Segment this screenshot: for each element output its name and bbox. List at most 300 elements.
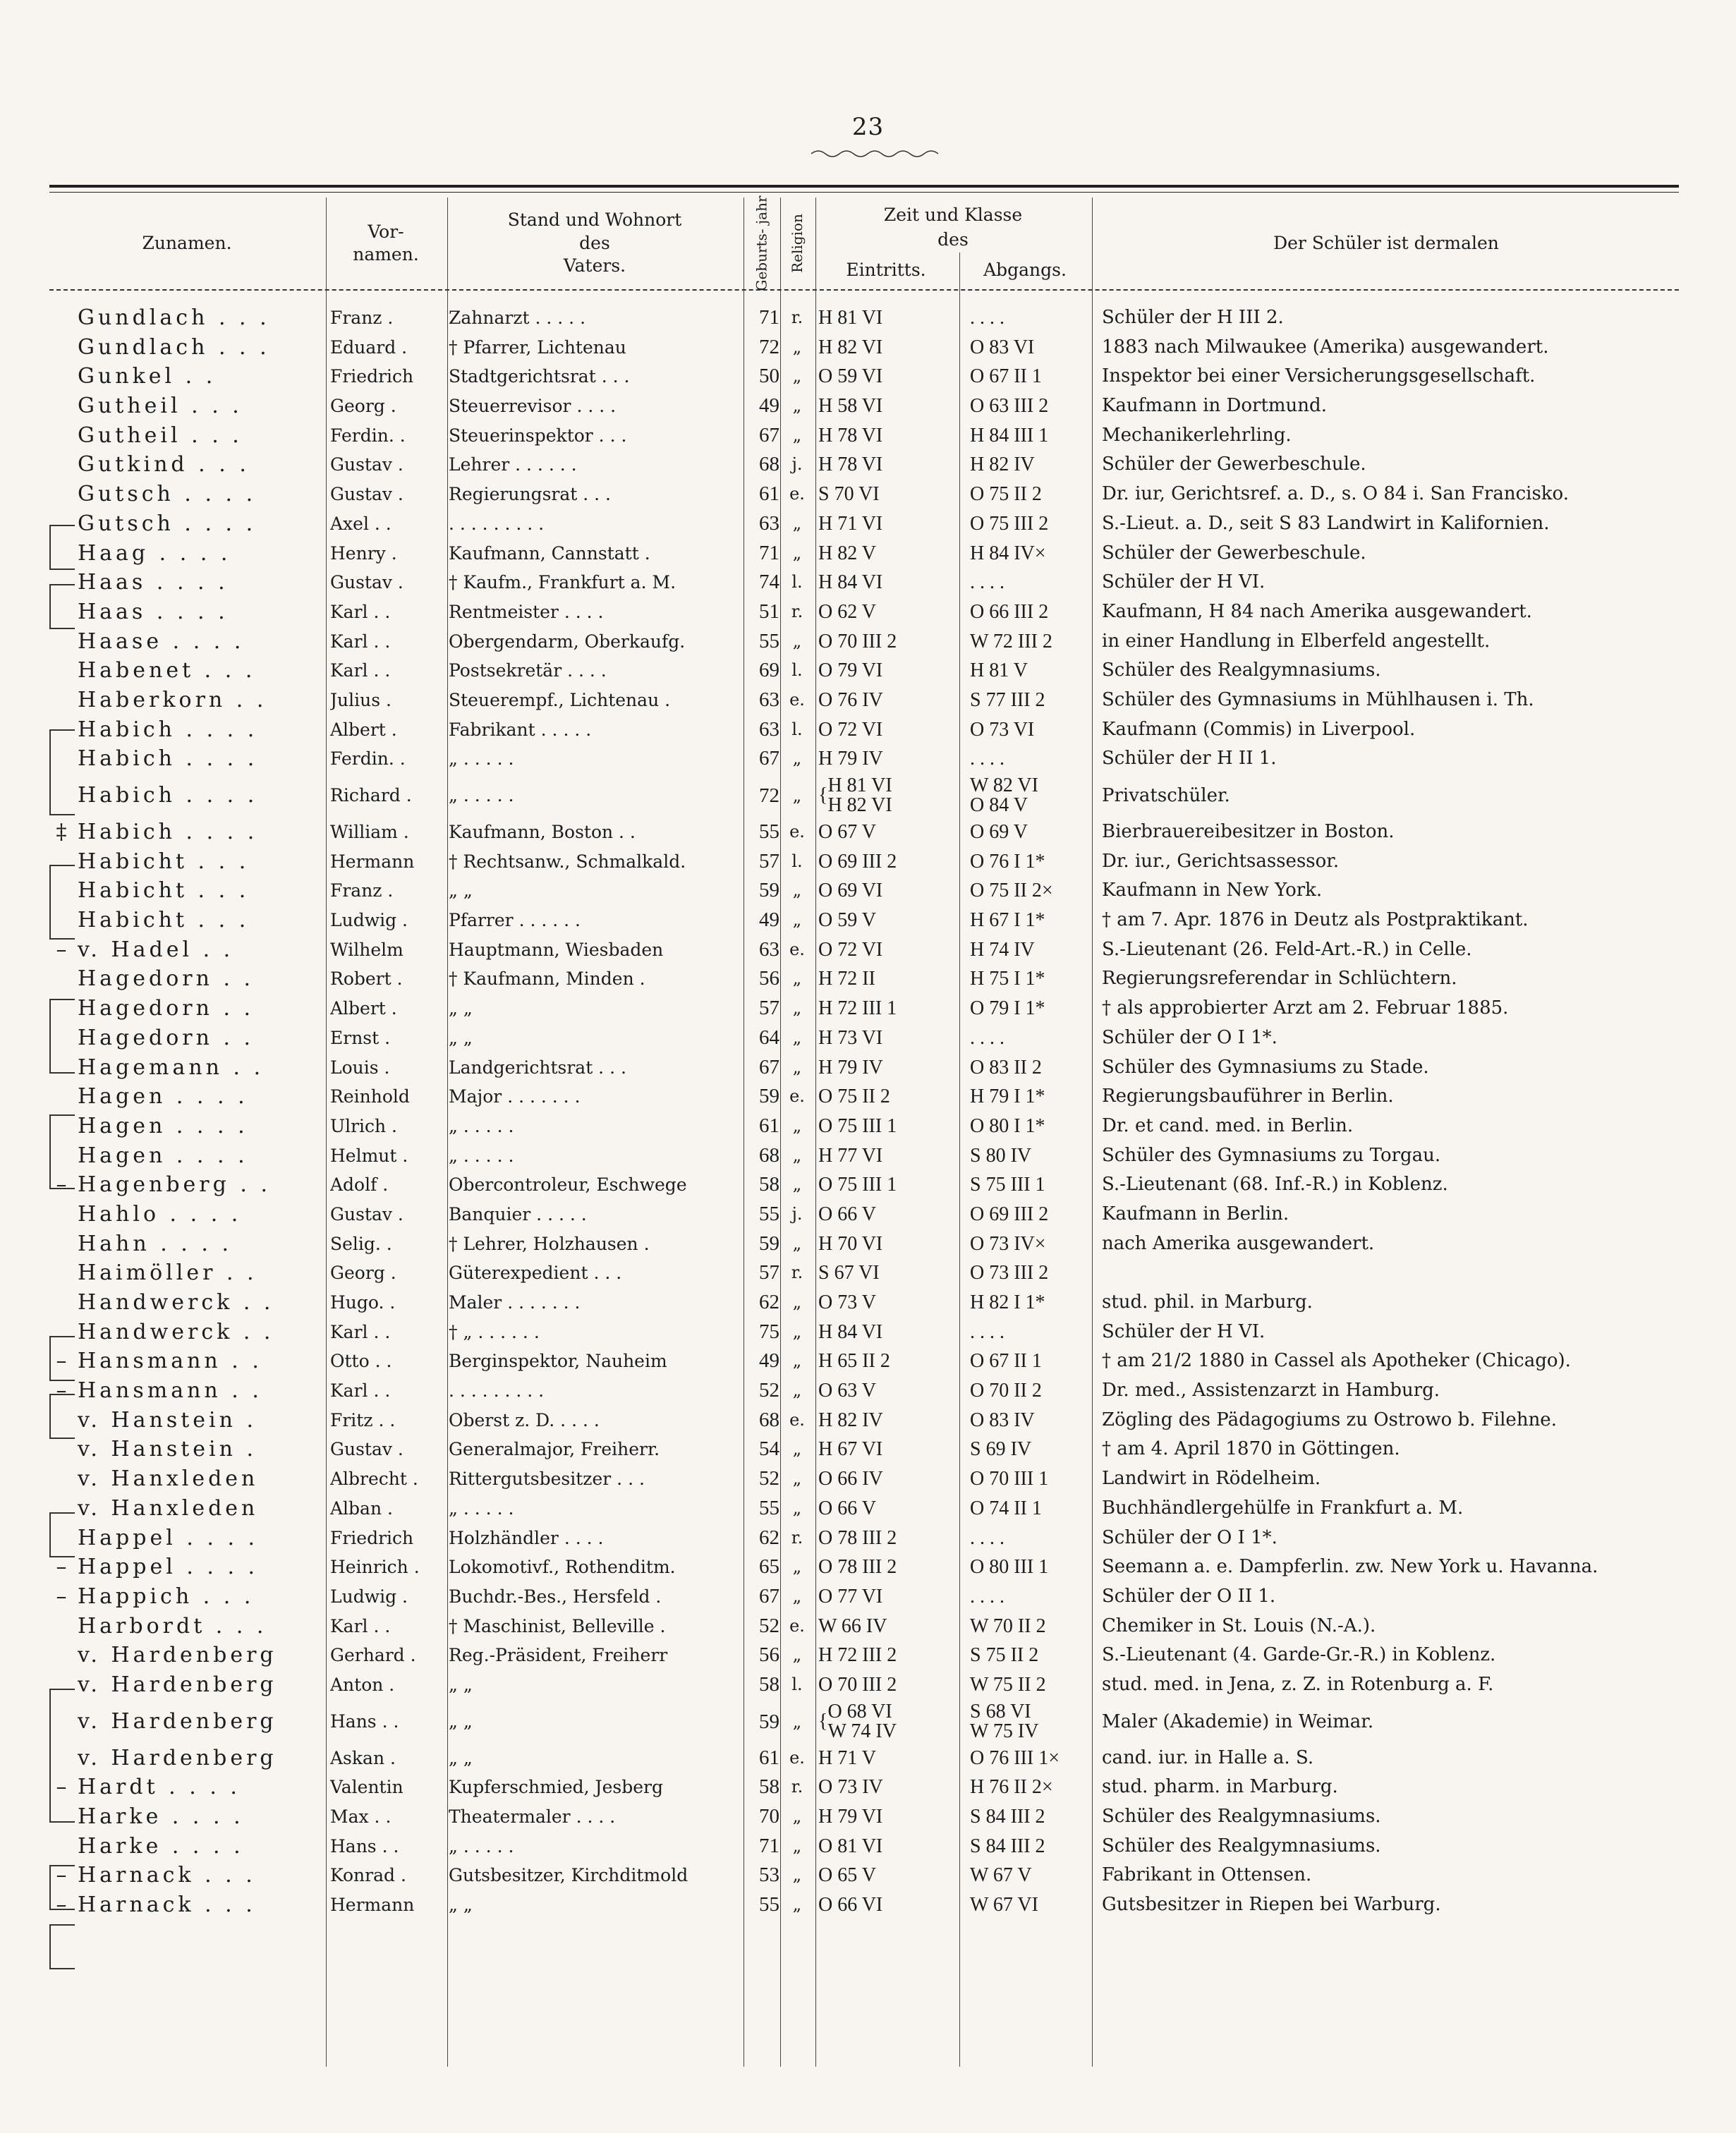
- exit-class: H 79 I 1*: [970, 1086, 1045, 1108]
- birth-year: 56: [759, 1643, 779, 1667]
- current-status: [1102, 1258, 1680, 1288]
- first-name: Albrecht .: [330, 1469, 418, 1490]
- father-occupation: „ „: [449, 1674, 473, 1695]
- father-occupation: „ „: [449, 1710, 473, 1732]
- exit-class: H 67 I 1*: [970, 909, 1045, 932]
- row-mark: [44, 876, 79, 906]
- current-status: Dr. iur, Gerichtsref. a. D., s. O 84 i. San Francisko.: [1102, 483, 1570, 505]
- exit-class: H 82 IV: [970, 454, 1035, 476]
- surname: Habich . . . .: [78, 717, 258, 742]
- current-status: Inspektor bei einer Versicherungsgesellschaft.: [1102, 365, 1536, 387]
- birth-year: 65: [759, 1555, 779, 1579]
- birth-year: 63: [759, 511, 779, 535]
- table-row: [0, 450, 1736, 480]
- birth-year: 52: [759, 1614, 779, 1637]
- father-occupation: Banquier . . . . .: [449, 1203, 587, 1224]
- religion: r.: [791, 601, 803, 621]
- religion: l.: [791, 851, 803, 871]
- exit-class: O 75 II 2×: [970, 880, 1053, 902]
- entry-class: H 79 VI: [818, 1806, 883, 1828]
- entry-class: O 70 III 2: [818, 630, 897, 652]
- religion: „: [792, 1145, 802, 1165]
- father-occupation: Güterexpedient . . .: [449, 1263, 622, 1284]
- table-row: [0, 1552, 1736, 1582]
- row-mark: [44, 480, 79, 509]
- entry-class: O 65 V: [818, 1864, 876, 1887]
- religion: „: [792, 1439, 802, 1459]
- father-occupation: „ „: [449, 880, 473, 901]
- header-period-des: des: [937, 229, 969, 250]
- birth-year: 50: [759, 365, 779, 388]
- table-row: [0, 964, 1736, 994]
- current-status: † als approbierter Arzt am 2. Februar 1885.: [1102, 997, 1509, 1019]
- father-occupation: Obergendarm, Oberkaufg.: [449, 631, 686, 652]
- entry-class: O 72 VI: [818, 718, 883, 741]
- header-period: Zeit und Klasse: [883, 204, 1023, 225]
- first-name: Ferdin. .: [330, 748, 406, 770]
- current-status: Mechanikerlehrling.: [1102, 424, 1292, 446]
- first-name: Richard .: [330, 785, 412, 806]
- current-status: Kaufmann (Commis) in Liverpool.: [1102, 718, 1416, 740]
- birth-year: 68: [759, 1408, 779, 1431]
- father-occupation: Obercontroleur, Eschwege: [449, 1174, 687, 1196]
- surname: Haberkorn . .: [78, 687, 267, 712]
- row-mark: [44, 1200, 79, 1229]
- entry-class: O 75 III 1: [818, 1174, 897, 1196]
- table-row: [0, 1318, 1736, 1347]
- first-name: Albert .: [330, 719, 397, 740]
- religion: l.: [791, 719, 803, 739]
- current-status: Dr. med., Assistenzarzt in Hamburg.: [1102, 1380, 1440, 1402]
- entry-class-b: W 74 IV: [827, 1720, 897, 1742]
- entry-class-a: O 68 VI: [827, 1700, 892, 1722]
- first-name: Gustav .: [330, 1203, 403, 1224]
- row-mark: –: [56, 1378, 67, 1404]
- current-status: Schüler der H VI.: [1102, 571, 1265, 593]
- birth-year: 57: [759, 849, 779, 873]
- exit-class: H 84 IV×: [970, 542, 1046, 564]
- father-occupation: Maler . . . . . . .: [449, 1292, 581, 1313]
- entry-class: O 78 III 2: [818, 1556, 897, 1579]
- table-row: [0, 1700, 1736, 1744]
- surname: Hagen . . . .: [78, 1143, 248, 1168]
- father-occupation: † Kaufmann, Minden .: [449, 968, 645, 990]
- current-status: Schüler der Gewerbeschule.: [1102, 542, 1366, 564]
- first-name: Hermann: [330, 851, 415, 872]
- entry-class: O 67 V: [818, 821, 876, 843]
- current-status: 1883 nach Milwaukee (Amerika) ausgewandert.: [1102, 336, 1549, 358]
- table-row: [0, 1170, 1736, 1200]
- surname: v. Hanstein .: [78, 1407, 257, 1433]
- row-mark: [44, 1023, 79, 1053]
- table-row: [0, 994, 1736, 1023]
- first-name: Adolf .: [330, 1174, 389, 1196]
- table-row: [0, 744, 1736, 774]
- father-occupation: Reg.-Präsident, Freiherr: [449, 1645, 668, 1666]
- surname: Hagen . . . .: [78, 1113, 248, 1138]
- current-status: Maler (Akademie) in Weimar.: [1102, 1710, 1374, 1732]
- religion: „: [792, 1469, 802, 1489]
- table-row: [0, 1141, 1736, 1171]
- entry-class: O 66 IV: [818, 1468, 883, 1490]
- exit-class: O 70 III 1: [970, 1468, 1049, 1490]
- father-occupation: Steuerempf., Lichtenau .: [449, 689, 671, 710]
- first-name: Karl . .: [330, 660, 391, 681]
- row-mark: [44, 994, 79, 1023]
- surname: Haase . . . .: [78, 628, 245, 654]
- first-name: Fritz . .: [330, 1409, 396, 1430]
- exit-class: . . . .: [970, 1026, 1004, 1049]
- entry-class: H 72 III 2: [818, 1644, 897, 1667]
- exit-class: H 81 V: [970, 660, 1028, 682]
- surname: Hahn . . . .: [78, 1231, 232, 1256]
- surname: v. Hanstein .: [78, 1437, 257, 1462]
- father-occupation: „ . . . . .: [449, 1115, 514, 1136]
- row-mark: [44, 964, 79, 994]
- current-status: Schüler des Realgymnasiums.: [1102, 1806, 1381, 1827]
- exit-class: O 79 I 1*: [970, 997, 1045, 1020]
- surname: v. Hanxleden: [78, 1495, 259, 1521]
- surname: Gutsch . . . .: [78, 482, 257, 507]
- exit-class: O 75 II 2: [970, 483, 1042, 506]
- header-exit: Abgangs.: [983, 259, 1067, 280]
- birth-year: 74: [759, 571, 779, 594]
- first-name: Robert .: [330, 968, 403, 990]
- row-mark: [44, 1641, 79, 1670]
- surname: Gutsch . . . .: [78, 511, 257, 536]
- birth-year: 67: [759, 747, 779, 770]
- religion: „: [792, 542, 802, 563]
- exit-class: H 74 IV: [970, 938, 1035, 961]
- row-mark: [44, 1112, 79, 1141]
- surname: Happel . . . .: [78, 1525, 259, 1550]
- row-mark: [44, 509, 79, 539]
- surname: Habich . . . .: [78, 783, 258, 808]
- entry-class: O 66 V: [818, 1497, 876, 1519]
- birth-year: 55: [759, 820, 779, 843]
- row-mark: [44, 1082, 79, 1112]
- entry-class: H 84 VI: [818, 1320, 883, 1343]
- birth-year: 67: [759, 1584, 779, 1608]
- birth-year: 61: [759, 482, 779, 506]
- religion: r.: [791, 1777, 803, 1797]
- entry-class: H 82 IV: [818, 1409, 883, 1431]
- father-occupation: † Maschinist, Belleville .: [449, 1615, 666, 1636]
- table-row: [0, 656, 1736, 686]
- current-status: † am 4. April 1870 in Göttingen.: [1102, 1438, 1400, 1460]
- birth-year: 52: [759, 1467, 779, 1490]
- religion: „: [792, 1711, 802, 1732]
- current-status: † am 7. Apr. 1876 in Deutz als Postpraktikant.: [1102, 909, 1529, 931]
- exit-class: O 69 III 2: [970, 1203, 1049, 1225]
- row-mark: [44, 1744, 79, 1773]
- birth-year: 62: [759, 1291, 779, 1313]
- table-row: [0, 1435, 1736, 1464]
- surname: Hagemann . .: [78, 1055, 265, 1080]
- surname: Habicht . . .: [78, 878, 250, 904]
- current-status: Kaufmann in Dortmund.: [1102, 395, 1327, 417]
- exit-class: W 67 V: [970, 1864, 1032, 1887]
- birth-year: 71: [759, 306, 779, 329]
- religion: „: [792, 1321, 802, 1342]
- entry-class: O 75 II 2: [818, 1086, 890, 1108]
- entry-class: O 81 VI: [818, 1835, 883, 1857]
- surname: Handwerck . .: [78, 1290, 274, 1315]
- father-occupation: Kaufmann, Cannstatt .: [449, 542, 650, 564]
- exit-class-a: W 82 VI: [970, 774, 1038, 796]
- current-status: Kaufmann in New York.: [1102, 880, 1323, 901]
- first-name: Julius .: [330, 689, 391, 710]
- row-mark: [44, 1612, 79, 1641]
- row-mark: [44, 686, 79, 715]
- first-name: Otto . .: [330, 1351, 392, 1372]
- surname: Harnack . . .: [78, 1892, 256, 1918]
- entry-class: H 82 V: [818, 542, 876, 564]
- entry-class: H 71 VI: [818, 512, 883, 535]
- first-name: Georg .: [330, 1263, 396, 1284]
- row-mark: [44, 1670, 79, 1700]
- birth-year: 61: [759, 1114, 779, 1137]
- row-mark: [44, 906, 79, 935]
- religion: „: [792, 1557, 802, 1577]
- header-religion-label: Religion: [789, 214, 806, 273]
- first-name: Ernst .: [330, 1027, 391, 1048]
- table-row: [0, 1376, 1736, 1406]
- father-occupation: Kaufmann, Boston . .: [449, 822, 636, 842]
- current-status: Privatschüler.: [1102, 785, 1230, 806]
- father-occupation: Holzhändler . . . .: [449, 1527, 604, 1548]
- entry-class: H 82 VI: [818, 336, 883, 358]
- surname: Gundlach . . .: [78, 334, 270, 360]
- table-row: [0, 1582, 1736, 1612]
- first-name: Hermann: [330, 1895, 415, 1916]
- entry-class: H 72 II: [818, 968, 875, 990]
- row-mark: –: [56, 1892, 67, 1918]
- first-name: Selig. .: [330, 1233, 392, 1254]
- birth-year: 55: [759, 1202, 779, 1225]
- table-row: [0, 686, 1736, 715]
- religion: „: [792, 880, 802, 901]
- row-mark: [44, 1141, 79, 1171]
- exit-class: O 73 III 2: [970, 1262, 1049, 1284]
- father-occupation: Steuerrevisor . . . .: [449, 396, 617, 417]
- father-occupation: Fabrikant . . . . .: [449, 719, 592, 740]
- current-status: Dr. iur., Gerichtsassessor.: [1102, 850, 1340, 872]
- father-occupation: Rittergutsbesitzer . . .: [449, 1469, 645, 1490]
- surname: Gutheil . . .: [78, 423, 243, 448]
- first-name: Friedrich: [330, 366, 414, 387]
- current-status: Schüler des Gymnasiums in Mühlhausen i. Th.: [1102, 688, 1534, 710]
- entry-class: O 69 III 2: [818, 850, 897, 873]
- current-status: Schüler der O II 1.: [1102, 1585, 1276, 1607]
- surname: Harke . . . .: [78, 1804, 244, 1829]
- father-occupation: Zahnarzt . . . . .: [449, 308, 586, 328]
- current-status: Fabrikant in Ottensen.: [1102, 1864, 1312, 1886]
- exit-class: O 76 I 1*: [970, 850, 1045, 873]
- table-row: [0, 333, 1736, 363]
- row-mark: –: [56, 1349, 67, 1374]
- father-occupation: „ . . . . .: [449, 748, 514, 770]
- entry-class: O 73 IV: [818, 1776, 883, 1799]
- exit-class: . . . .: [970, 748, 1004, 770]
- first-name: Axel . .: [330, 513, 391, 534]
- table-row: [0, 1802, 1736, 1832]
- birth-year: 52: [759, 1379, 779, 1402]
- religion: „: [792, 1351, 802, 1371]
- current-status: Regierungsbauführer in Berlin.: [1102, 1086, 1394, 1107]
- religion: „: [792, 396, 802, 416]
- exit-class: . . . .: [970, 571, 1004, 594]
- table-row: [0, 1494, 1736, 1524]
- religion: „: [792, 1895, 802, 1915]
- birth-year: 55: [759, 1893, 779, 1916]
- birth-year: 57: [759, 997, 779, 1020]
- father-occupation: Major . . . . . . .: [449, 1086, 581, 1107]
- religion: e.: [789, 822, 805, 841]
- entry-class: O 59 VI: [818, 365, 883, 388]
- row-mark: –: [56, 1584, 67, 1609]
- exit-class: S 84 III 2: [970, 1806, 1045, 1828]
- header-religion: [780, 198, 814, 289]
- row-mark: [44, 1258, 79, 1288]
- row-mark: [44, 1802, 79, 1832]
- row-mark: [44, 1700, 79, 1744]
- father-occupation: Generalmajor, Freiherr.: [449, 1439, 660, 1460]
- first-name: Reinhold: [330, 1086, 410, 1107]
- exit-class: O 80 III 1: [970, 1556, 1049, 1579]
- first-name: Gustav .: [330, 572, 403, 593]
- header-surname: Zunamen.: [142, 232, 232, 253]
- current-status: Schüler der O I 1*.: [1102, 1526, 1277, 1548]
- table-row: [0, 1861, 1736, 1890]
- table-row: [0, 568, 1736, 597]
- current-status: † am 21/2 1880 in Cassel als Apotheker (Chicago).: [1102, 1350, 1571, 1372]
- surname: v. Hardenberg: [78, 1745, 277, 1770]
- exit-class: O 67 II 1: [970, 1350, 1042, 1373]
- first-name: Hans . .: [330, 1710, 399, 1732]
- entry-class: O 75 III 1: [818, 1114, 897, 1137]
- father-occupation: Regierungsrat . . .: [449, 484, 611, 505]
- current-status: stud. phil. in Marburg.: [1102, 1292, 1313, 1313]
- father-occupation: „ „: [449, 1895, 473, 1916]
- entry-class: H 67 VI: [818, 1438, 883, 1461]
- religion: r.: [791, 1527, 803, 1548]
- table-row: [0, 1612, 1736, 1641]
- surname: Hagedorn . .: [78, 996, 255, 1021]
- row-mark: [44, 1494, 79, 1524]
- religion: l.: [791, 660, 803, 681]
- entry-class: S 67 VI: [818, 1262, 880, 1284]
- exit-class: H 76 II 2×: [970, 1776, 1053, 1799]
- surname: Habich . . . .: [78, 820, 258, 844]
- header-father: Stand und Wohnort des Vaters.: [507, 209, 682, 276]
- current-status: Kaufmann, H 84 nach Amerika ausgewandert.: [1102, 600, 1532, 622]
- entry-class: O 69 VI: [818, 880, 883, 902]
- surname: Hagenberg . .: [78, 1172, 271, 1198]
- current-status: stud. pharm. in Marburg.: [1102, 1776, 1338, 1798]
- birth-year: 59: [759, 879, 779, 902]
- religion: „: [792, 1380, 802, 1401]
- entry-class: O 62 V: [818, 600, 876, 623]
- row-mark: [44, 303, 79, 333]
- row-mark: [44, 715, 79, 745]
- header-rule-thin: [49, 192, 1679, 193]
- entry-class: O 77 VI: [818, 1585, 883, 1608]
- entry-class: O 79 VI: [818, 660, 883, 682]
- table-row: [0, 1641, 1736, 1670]
- father-occupation: Kupferschmied, Jesberg: [449, 1777, 663, 1798]
- entry-class: W 66 IV: [818, 1615, 887, 1637]
- religion: r.: [791, 308, 803, 327]
- table-row: [0, 1832, 1736, 1861]
- entry-class: H 72 III 1: [818, 997, 897, 1020]
- father-occupation: . . . . . . . . .: [449, 1380, 545, 1402]
- birth-year: 58: [759, 1775, 779, 1799]
- row-mark: [44, 450, 79, 480]
- current-status: nach Amerika ausgewandert.: [1102, 1232, 1375, 1254]
- father-occupation: „ . . . . .: [449, 1497, 514, 1519]
- surname: Gutheil . . .: [78, 394, 243, 419]
- religion: „: [792, 1806, 802, 1826]
- religion: l.: [791, 572, 803, 592]
- father-occupation: † Kaufm., Frankfurt a. M.: [449, 572, 676, 593]
- religion: „: [792, 1233, 802, 1253]
- exit-class: H 82 I 1*: [970, 1292, 1045, 1313]
- surname: Hansmann . .: [78, 1378, 262, 1404]
- exit-class: S 80 IV: [970, 1144, 1032, 1167]
- current-status: Zögling des Pädagogiums zu Ostrowo b. Filehne.: [1102, 1409, 1557, 1430]
- father-occupation: Oberst z. D. . . . .: [449, 1409, 600, 1430]
- surname: Happich . . .: [78, 1584, 255, 1609]
- current-status: Gutsbesitzer in Riepen bei Warburg.: [1102, 1894, 1441, 1916]
- row-mark: [44, 1053, 79, 1083]
- exit-class: O 73 VI: [970, 718, 1035, 741]
- table-row: [0, 1670, 1736, 1700]
- entry-class: H 84 VI: [818, 571, 883, 594]
- birth-year: 62: [759, 1526, 779, 1549]
- row-mark: –: [56, 1172, 67, 1198]
- exit-class-a: S 68 VI: [970, 1700, 1031, 1722]
- birth-year: 58: [759, 1672, 779, 1696]
- exit-class: S 77 III 2: [970, 688, 1045, 711]
- table-row: [0, 1258, 1736, 1288]
- entry-class: H 78 VI: [818, 424, 883, 446]
- first-name: Gustav .: [330, 454, 403, 475]
- exit-class: . . . .: [970, 307, 1004, 329]
- birth-year: 67: [759, 1055, 779, 1078]
- exit-class: W 72 III 2: [970, 630, 1052, 652]
- religion: „: [792, 1292, 802, 1312]
- table-row: [0, 774, 1736, 818]
- father-occupation: Berginspektor, Nauheim: [449, 1351, 667, 1372]
- first-name: Karl . .: [330, 601, 391, 622]
- entry-class: H 58 VI: [818, 395, 883, 418]
- current-status: Regierungsreferendar in Schlüchtern.: [1102, 968, 1457, 990]
- birth-year: 68: [759, 453, 779, 476]
- row-mark: [44, 627, 79, 657]
- religion: e.: [789, 484, 805, 504]
- surname: Gunkel . .: [78, 364, 217, 389]
- surname: Harke . . . .: [78, 1833, 244, 1859]
- entry-class: O 59 V: [818, 909, 876, 932]
- birth-year: 53: [759, 1864, 779, 1887]
- religion: „: [792, 1497, 802, 1518]
- father-occupation: Landgerichtsrat . . .: [449, 1057, 626, 1078]
- table-row: [0, 480, 1736, 509]
- father-occupation: † Pfarrer, Lichtenau: [449, 336, 626, 358]
- exit-class: O 73 IV×: [970, 1232, 1046, 1255]
- first-name: William .: [330, 822, 409, 842]
